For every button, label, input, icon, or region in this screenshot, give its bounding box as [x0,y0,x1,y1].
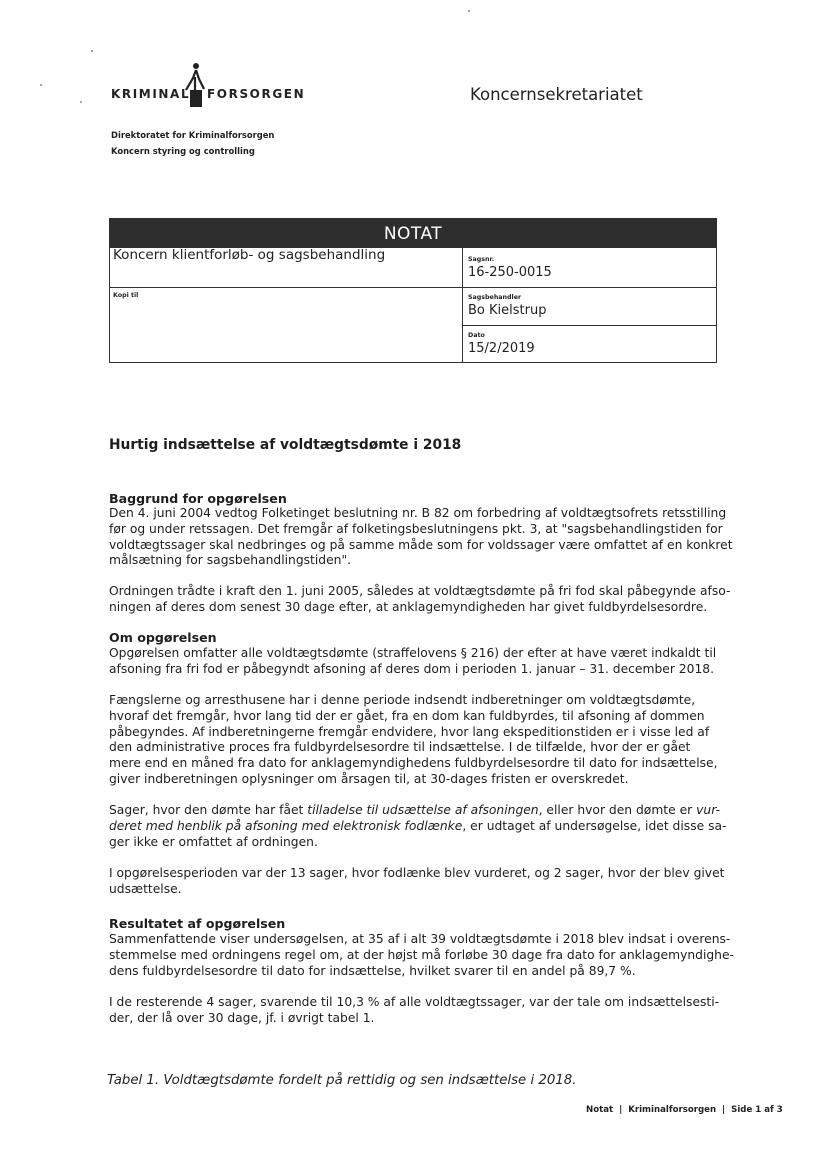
logo-word-right: FORSORGEN [207,87,306,101]
text-line: Ordningen trådte i kraft den 1. juni 2005, således at voldtægtsdømte på fri fod skal påbegynde afso- [109,584,731,598]
sagsnr-value: 16-250-0015 [468,265,552,280]
text-line: hvoraf det fremgår, hvor lang tid der er gået, fra en dom kan fuldbyrdes, til afsoning af dommen [109,708,705,723]
text-line: ningen af deres dom senest 30 dage efter, at anklagemyndigheden har givet fuldbyrdelsesordre. [109,599,708,614]
dept-line-1: Direktoratet for Kriminalforsorgen [111,130,275,140]
italic-span: tilladelse til udsættelse af afsoningen [307,803,539,817]
kopi-label: Kopi til [113,292,139,299]
text-span: , er udtaget af undersøgelse, idet disse sa- [462,818,727,833]
paragraph-om-4 [109,866,724,898]
page-footer: Notat | Kriminalforsorgen | Side 1 af 3 [586,1105,783,1115]
text-line: før og under retssagen. Det fremgår af folketingsbeslutningens pkt. 3, at "sagsbehandlingstiden for [109,521,723,536]
box-border-right [716,248,717,363]
text-line: den administrative proces fra fuldbyrdelsesordre til indsættelse. I de tilfælde, hvor der er gået [109,740,691,755]
text-line: dens fuldbyrdelsesordre til dato for indsættelse, hvilket svarer til en andel på 89,7 %. [109,963,636,978]
text-line [109,803,726,819]
dept-line-2: Koncern styring og controlling [111,146,255,156]
logo-figure-icon [182,62,208,108]
text-line: afsoning fra fri fod er påbegyndt afsoning af deres dom i perioden 1. januar – 31. december 2018. [109,661,714,676]
text-line: Fængslerne og arresthusene har i denne periode indsendt indberetninger om voldtægtsdømte, [109,693,696,707]
dato-value: 15/2/2019 [468,341,535,356]
scan-speck [468,10,470,12]
text-line: Sammenfattende viser undersøgelsen, at 35 af i alt 39 voldtægtsdømte i 2018 blev indsat i overens- [109,932,731,946]
table-caption: Tabel 1. Voldtægtsdømte fordelt på rettidig og sen indsættelse i 2018. [107,1073,577,1088]
logo [111,62,306,108]
sagsbehandler-label: Sagsbehandler [468,294,522,301]
sagsnr-label: Sagsnr. [468,256,495,263]
dato-label: Dato [468,332,485,339]
text-line: Opgørelsen omfatter alle voldtægtsdømte (straffelovens § 216) der efter at have været indkaldt til [109,646,717,660]
text-line: målsætning for sagsbehandlingstiden". [109,553,352,568]
scan-speck [91,50,93,52]
box-border-bottom [109,362,717,363]
text-line: Den 4. juni 2004 vedtog Folketinget beslutning nr. B 82 om forbedring af voldtægtsofrets retsstilling [109,506,727,520]
box-divider-vertical [462,248,463,363]
text-line: I opgørelsesperioden var der 13 sager, hvor fodlænke blev vurderet, og 2 sager, hvor der blev givet [109,866,725,880]
paragraph-baggrund-1 [109,506,733,569]
text-line: ger ikke er omfattet af ordningen. [109,834,318,849]
heading-baggrund: Baggrund for opgørelsen [109,491,287,506]
notat-subject: Koncern klientforløb- og sagsbehandling [113,247,386,263]
text-line [109,819,726,835]
heading-resultat: Resultatet af opgørelsen [109,916,286,931]
document-title: Hurtig indsættelse af voldtægtsdømte i 2018 [109,437,462,453]
box-divider-row-1 [109,287,717,288]
text-line: påbegyndes. Af indberetningerne fremgår endvidere, hvor lang ekspeditionstiden er i visse led af [109,724,710,739]
text-line: mere end en måned fra dato for anklagemyndighedens fuldbyrdelsesordre til dato for indsættelse, [109,756,718,771]
text-line: udsættelse. [109,881,182,896]
text-line: voldtægtssager skal nedbringes og på samme måde som for voldssager være omfattet af en konkret [109,537,733,552]
paragraph-resultat-2 [109,995,719,1027]
italic-span: deret med henblik på afsoning med elektronisk fodlænke [109,818,463,833]
scan-speck [80,101,82,103]
text-line: stemmelse med ordningens regel om, at der højst må forløbe 30 dage fra dato for anklagemyndighe- [109,947,734,962]
box-divider-row-2 [462,325,717,326]
text-line: I de resterende 4 sager, svarende til 10,3 % af alle voldtægtssager, var der tale om indsættelsesti- [109,995,720,1009]
text-line: der, der lå over 30 dage, jf. i øvrigt tabel 1. [109,1010,375,1025]
notat-title: NOTAT [109,218,717,248]
paragraph-om-3 [109,803,726,850]
sagsbehandler-value: Bo Kielstrup [468,303,547,318]
paragraph-om-2 [109,693,718,788]
unit-name: Koncernsekretariatet [470,85,643,104]
box-border-left [109,248,110,363]
text-span: Sager, hvor den dømte har fået [109,803,308,817]
scan-speck [40,84,42,86]
text-span: , eller hvor den dømte er [538,803,697,817]
text-line: giver indberetningen oplysninger om årsagen til, at 30-dages fristen er overskredet. [109,771,629,786]
paragraph-baggrund-2 [109,584,730,616]
logo-word-left: KRIMINAL [111,87,191,101]
heading-om: Om opgørelsen [109,630,217,645]
paragraph-om-1 [109,646,716,678]
paragraph-resultat-1 [109,932,734,979]
italic-span: vur- [696,803,721,817]
